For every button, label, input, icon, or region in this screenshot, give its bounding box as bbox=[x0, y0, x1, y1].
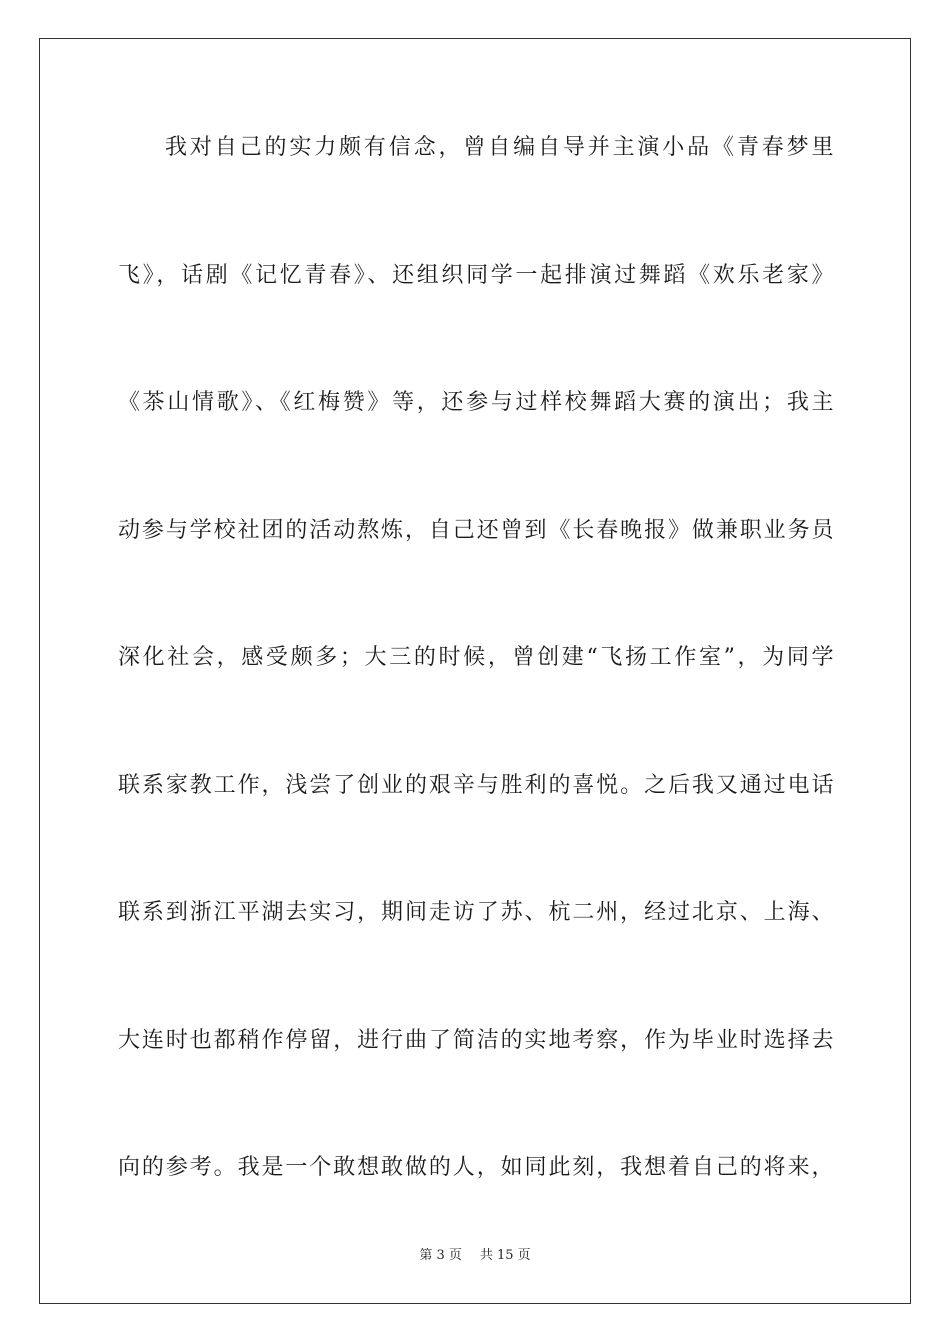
page-footer bbox=[0, 1247, 950, 1265]
text-line: 深化社会，感受颇多；大三的时候，曾创建“飞扬工作室”，为同学 bbox=[118, 645, 834, 670]
text-line: 联系家教工作，浅尝了创业的艰辛与胜利的喜悦。之后我又通过电话 bbox=[118, 772, 834, 798]
text-line: 我对自己的实力颇有信念，曾自编自导并主演小品《青春梦里 bbox=[165, 135, 834, 160]
text-line: 向的参考。我是一个敢想敢做的人，如同此刻，我想着自己的将来， bbox=[118, 1155, 834, 1180]
total-pages: 共 15 页 bbox=[479, 1248, 531, 1263]
body-paragraph bbox=[118, 127, 834, 1275]
text-line: 飞》，话剧《记忆青春》、还组织同学一起排演过舞蹈《欢乐老家》 bbox=[118, 262, 834, 288]
page-number: 第 3 页 bbox=[419, 1248, 462, 1263]
text-line: 动参与学校社团的活动熬炼，自己还曾到《长春晚报》做兼职业务员 bbox=[118, 517, 834, 543]
text-line: 大连时也都稍作停留，进行曲了简洁的实地考察，作为毕业时选择去 bbox=[118, 1027, 834, 1053]
text-line: 联系到浙江平湖去实习，期间走访了苏、杭二州，经过北京、上海、 bbox=[118, 900, 834, 925]
text-line: 《茶山情歌》、《红梅赞》等，还参与过样校舞蹈大赛的演出；我主 bbox=[118, 390, 834, 415]
